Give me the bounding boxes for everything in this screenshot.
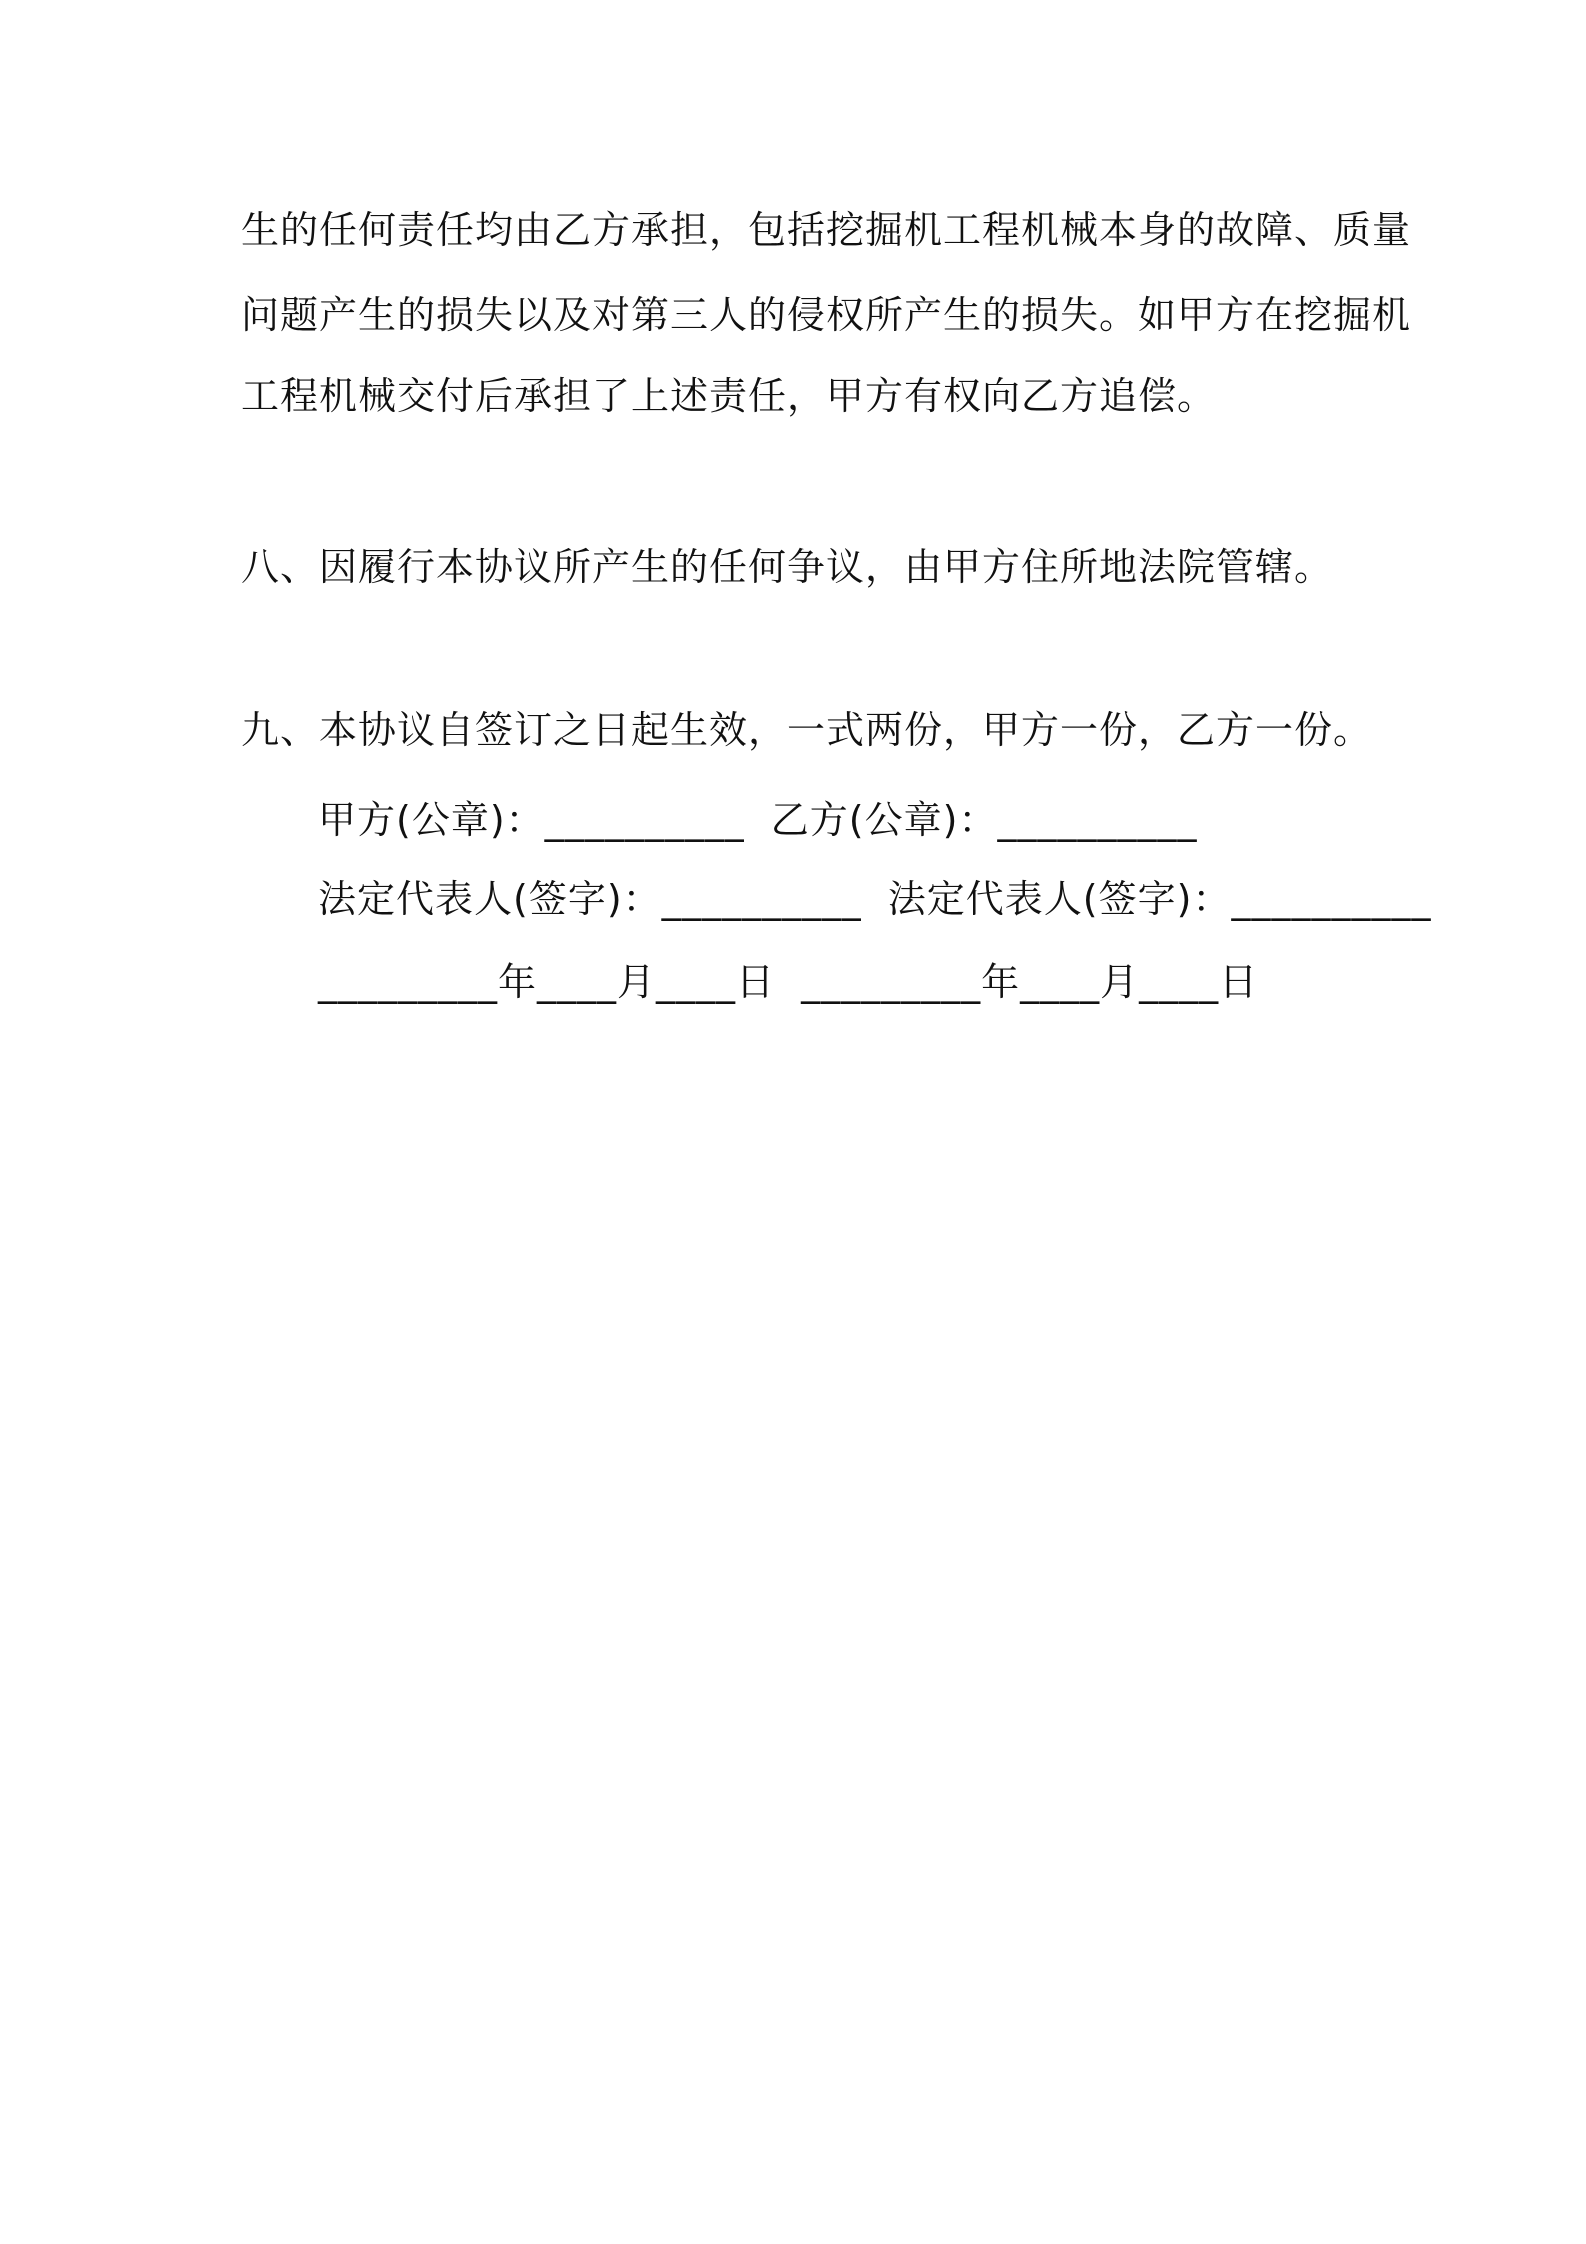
representative-signature-line: 法定代表人(签字)：__________ 法定代表人(签字)：__________	[318, 877, 1432, 921]
paragraph-7-line-3: 工程机械交付后承担了上述责任，甲方有权向乙方追偿。	[241, 374, 1217, 418]
clause-8: 八、因履行本协议所产生的任何争议，由甲方住所地法院管辖。	[241, 545, 1334, 589]
paragraph-7-line-2: 问题产生的损失以及对第三人的侵权所产生的损失。如甲方在挖掘机	[241, 293, 1412, 337]
clause-9: 九、本协议自签订之日起生效，一式两份，甲方一份，乙方一份。	[241, 708, 1373, 752]
date-line: _________年____月____日 _________年____月____日	[318, 960, 1259, 1004]
seal-signature-line: 甲方(公章)：__________ 乙方(公章)：__________	[318, 798, 1198, 842]
paragraph-7-line-1: 生的任何责任均由乙方承担，包括挖掘机工程机械本身的故障、质量	[241, 208, 1412, 252]
